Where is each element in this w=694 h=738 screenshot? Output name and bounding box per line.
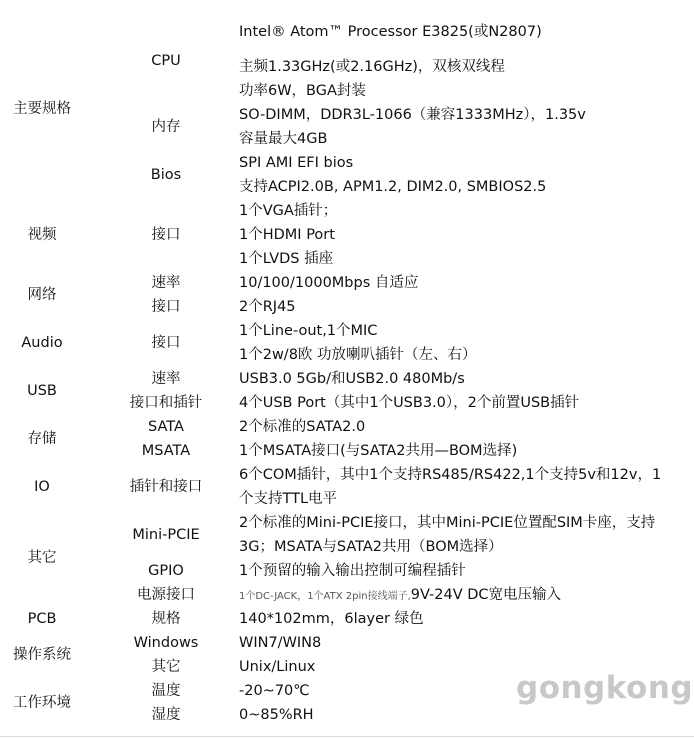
item-io-headers: 插针和接口 <box>129 479 203 495</box>
item-gpio: GPIO <box>148 563 184 579</box>
divider <box>0 736 694 737</box>
desc-line: 容量最大4GB <box>239 131 328 147</box>
item-humidity: 湿度 <box>151 707 181 723</box>
desc-line: USB3.0 5Gb/和USB2.0 480Mb/s <box>239 371 465 387</box>
desc-line: 功率6W，BGA封装 <box>239 83 366 99</box>
desc-line: 1个LVDS 插座 <box>239 251 334 267</box>
desc-line: 140*102mm，6layer 绿色 <box>239 611 424 627</box>
group-usb: USB <box>27 383 57 399</box>
desc-line: 2个标准的SATA2.0 <box>239 419 366 435</box>
item-power: 电源接口 <box>137 587 195 603</box>
item-sata: SATA <box>148 419 184 435</box>
item-net-speed: 速率 <box>151 275 181 291</box>
power-voltage-text: 9V-24V DC宽电压输入 <box>410 587 562 603</box>
group-storage: 存储 <box>27 431 57 447</box>
watermark-logo: gongkong <box>516 670 694 706</box>
desc-line: 支持ACPI2.0B, APM1.2, DIM2.0, SMBIOS2.5 <box>239 179 547 195</box>
desc-line: 2个RJ45 <box>239 299 296 315</box>
group-os: 操作系统 <box>13 647 71 663</box>
group-main-spec: 主要规格 <box>13 101 71 117</box>
group-other: 其它 <box>27 550 57 566</box>
desc-line: Intel® Atom™ Processor E3825(或N2807) <box>239 24 542 40</box>
desc-line: 4个USB Port（其中1个USB3.0），2个前置USB插针 <box>239 395 580 411</box>
group-audio: Audio <box>21 335 63 351</box>
desc-line: 主频1.33GHz(或2.16GHz)，双核双线程 <box>239 59 505 75</box>
desc-power-line <box>239 585 561 607</box>
group-pcb: PCB <box>27 611 57 627</box>
item-audio-port: 接口 <box>151 335 181 351</box>
group-network: 网络 <box>27 287 57 303</box>
item-bios: Bios <box>150 167 182 183</box>
item-os-other: 其它 <box>151 659 181 675</box>
item-cpu: CPU <box>151 53 181 69</box>
desc-line: 1个MSATA接口(与SATA2共用—BOM选择) <box>239 443 518 459</box>
desc-line: 3G；MSATA与SATA2共用（BOM选择） <box>239 539 503 555</box>
group-environment: 工作环境 <box>13 695 71 711</box>
desc-line: 1个Line-out,1个MIC <box>239 323 378 339</box>
desc-line: -20~70℃ <box>239 683 310 699</box>
item-msata: MSATA <box>141 443 191 459</box>
power-connectors-text: 1个DC-JACK，1个ATX 2pin接线端子, <box>239 591 411 602</box>
item-mini-pcie: Mini-PCIE <box>132 527 200 543</box>
desc-line: Unix/Linux <box>239 659 316 675</box>
item-video-port: 接口 <box>151 227 181 243</box>
item-pcb-spec: 规格 <box>151 611 181 627</box>
desc-line: 1个预留的输入输出控制可编程插针 <box>239 563 466 579</box>
item-usb-speed: 速率 <box>151 371 181 387</box>
desc-line: WIN7/WIN8 <box>239 635 322 651</box>
item-memory: 内存 <box>151 119 181 135</box>
group-video: 视频 <box>27 227 57 243</box>
desc-line: SO-DIMM，DDR3L-1066（兼容1333MHz），1.35v <box>239 107 586 123</box>
item-windows: Windows <box>133 635 199 651</box>
desc-line: 个支持TTL电平 <box>239 491 338 507</box>
item-net-port: 接口 <box>151 299 181 315</box>
desc-line: 0~85%RH <box>239 707 314 723</box>
desc-line: 2个标准的Mini-PCIE接口，其中Mini-PCIE位置配SIM卡座，支持 <box>239 515 656 531</box>
desc-line: 1个HDMI Port <box>239 227 335 243</box>
group-io: IO <box>34 479 50 495</box>
desc-line: 6个COM插针，其中1个支持RS485/RS422,1个支持5v和12v，1 <box>239 467 662 483</box>
item-temperature: 温度 <box>151 683 181 699</box>
desc-line: 10/100/1000Mbps 自适应 <box>239 275 419 291</box>
item-usb-ports: 接口和插针 <box>129 395 203 411</box>
desc-line: 1个2w/8欧 功放喇叭插针（左、右） <box>239 347 477 363</box>
desc-line: 1个VGA插针； <box>239 203 338 219</box>
desc-line: SPI AMI EFI bios <box>239 155 354 171</box>
